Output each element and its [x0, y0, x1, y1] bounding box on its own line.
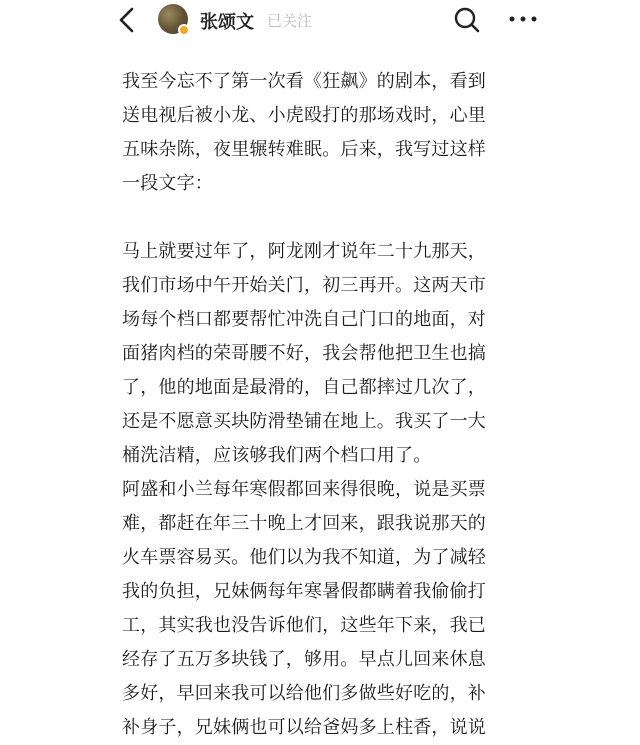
- follow-status[interactable]: 已关注: [267, 12, 313, 30]
- avatar[interactable]: [158, 4, 188, 34]
- article-paragraph: 我至今忘不了第一次看《狂飙》的剧本，看到 送电视后被小龙、小虎殴打的那场戏时，心里 五味杂陈，夜里辗转难眠。后来，我写过这样 一段文字：: [122, 71, 486, 194]
- username[interactable]: 张颂文: [200, 12, 254, 33]
- back-arrow-icon[interactable]: [116, 6, 140, 34]
- search-icon[interactable]: [452, 5, 482, 35]
- paragraph-spacer: [122, 201, 532, 235]
- verified-badge-icon: [178, 24, 190, 36]
- article-paragraph: 阿盛和小兰每年寒假都回来得很晚，说是买票 难，都赶在年三十晚上才回来，跟我说那天的 火车票容易买。他们以为我不知道，为了减轻 我的负担，兄妹俩每年寒暑假都瞒着我偷偷打 工，其实我也没告诉他们，这些年下来，我已 经存了五万多块钱了，够用。早点儿回来休息 多好，早回来我可以给他们多做些好吃的，补 补身子，兄妹俩也可以给爸妈多上柱香，说说: [122, 479, 486, 738]
- article-paragraph: 马上就要过年了，阿龙刚才说年二十九那天， 我们市场中午开始关门，初三再开。这两天市 场每个档口都要帮忙冲洗自己门口的地面，对 面猪肉档的荣哥腰不好，我会帮他把卫生也搞 了，他的地面是最滑的，自己都摔过几次了， 还是不愿意买块防滑垫铺在地上。我买了一大 桶洗洁精，应该够我们两个档口用了。: [122, 241, 486, 466]
- top-nav-bar: [0, 0, 640, 42]
- article-body: [122, 65, 532, 745]
- more-dots-icon[interactable]: [507, 7, 539, 31]
